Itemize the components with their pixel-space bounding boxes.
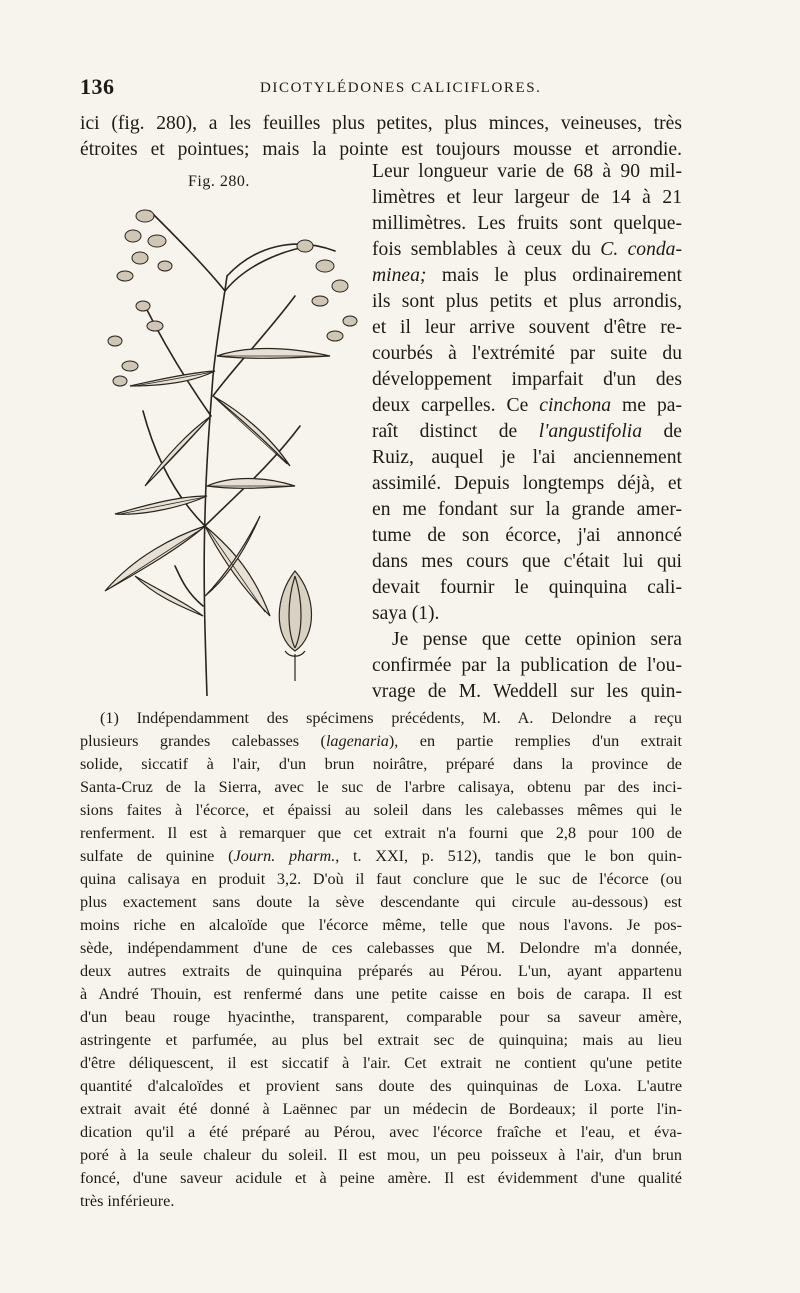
- body-line: confirmée par la publication de l'ou-: [372, 655, 682, 676]
- footnote-line: à André Thouin, est renfermé dans une petite caisse en bois de carapa. Il est: [80, 985, 682, 1003]
- body-line: courbés à l'extrémité par suite du: [372, 343, 682, 364]
- species-name: minea;: [372, 265, 427, 286]
- body-line: devait fournir le quinquina cali-: [372, 577, 682, 598]
- footnote-line: solide, siccatif à l'air, d'un brun noirâtre, préparé dans la province de: [80, 755, 682, 773]
- body-line: en me fondant sur la grande amer-: [372, 499, 682, 520]
- body-line: saya (1).: [372, 603, 440, 624]
- body-line: ici (fig. 280), a les feuilles plus petites, plus minces, veineuses, très: [80, 113, 682, 134]
- body-line: Leur longueur varie de 68 à 90 mil-: [372, 161, 682, 182]
- body-line: Ruiz, auquel je l'ai anciennement: [372, 447, 682, 468]
- species-name: C. conda-: [600, 239, 682, 260]
- footnote-line: d'être déliquescent, il est siccatif à l'air. Cet extrait ne contient qu'une petite: [80, 1054, 682, 1072]
- footnote-line: quantité d'alcaloïdes et provient sans doute des quinquinas de Loxa. L'autre: [80, 1077, 682, 1095]
- footnote-line: sions faites à l'écorce, et épaissi au soleil dans les calebasses mêmes qui le: [80, 801, 682, 819]
- footnote-line: (1) Indépendamment des spécimens précédents, M. A. Delondre a reçu: [100, 709, 682, 727]
- body-line: limètres et leur largeur de 14 à 21: [372, 187, 682, 208]
- body-line: millimètres. Les fruits sont quelque-: [372, 213, 682, 234]
- footnote-line: renferment. Il est à remarquer que cet extrait n'a fourni que 2,8 pour 100 de: [80, 824, 682, 842]
- footnote-line: quina calisaya en produit 3,2. D'où il faut conclure que le suc de l'écorce (ou: [80, 870, 682, 888]
- footnote-line: extrait avait été donné à Laënnec par un médecin de Bordeaux; il porte l'in-: [80, 1100, 682, 1118]
- footnote-line: moins riche en alcaloïde que l'écorce même, telle que nous l'avons. Je pos-: [80, 916, 682, 934]
- species-name: l'angustifolia: [538, 421, 643, 442]
- page-number: 136: [80, 74, 115, 99]
- body-line: raît distinct de l'angustifolia de: [372, 421, 682, 442]
- body-line: deux carpelles. Ce cinchona me pa-: [372, 395, 682, 416]
- footnote-line: plusieurs grandes calebasses (lagenaria), en partie remplies d'un extrait: [80, 732, 682, 750]
- footnote-line: sulfate de quinine (Journ. pharm., t. XXI, p. 512), tandis que le bon quin-: [80, 847, 682, 865]
- body-line: fois semblables à ceux du C. conda-: [372, 239, 682, 260]
- footnote-line: Santa-Cruz de la Sierra, avec le suc de l'arbre calisaya, obtenu par des inci-: [80, 778, 682, 796]
- footnote-line: dication qu'il a été préparé au Pérou, avec l'écorce fraîche et l'eau, et éva-: [80, 1123, 682, 1141]
- cinchona-branch-illustration: [95, 196, 365, 696]
- figure-caption: Fig. 280.: [188, 173, 250, 190]
- body-line: étroites et pointues; mais la pointe est toujours mousse et arrondie.: [80, 139, 682, 160]
- footnote-line: sède, indépendamment d'une de ces calebasses que M. Delondre m'a donnée,: [80, 939, 682, 957]
- body-line: minea; mais le plus ordinairement: [372, 265, 682, 286]
- body-line: ils sont plus petits et plus arrondis,: [372, 291, 682, 312]
- body-line: Je pense que cette opinion sera: [392, 629, 682, 650]
- body-line: assimilé. Depuis longtemps déjà, et: [372, 473, 682, 494]
- footnote-line: astringente et parfumée, au plus bel extrait sec de quinquina; mais au lieu: [80, 1031, 682, 1049]
- body-line: vrage de M. Weddell sur les quin-: [372, 681, 682, 702]
- footnote-line: foncé, d'une saveur acidule et à peine amère. Il est évidemment d'une qualité: [80, 1169, 682, 1187]
- body-line: et il leur arrive souvent d'être re-: [372, 317, 682, 338]
- body-line: développement imparfait d'un des: [372, 369, 682, 390]
- running-head: DICOTYLÉDONES CALICIFLORES.: [260, 80, 542, 96]
- footnote-line: poré à la seule chaleur du soleil. Il est mou, un peu poisseux à l'air, d'un brun: [80, 1146, 682, 1164]
- footnote-line: très inférieure.: [80, 1192, 175, 1210]
- footnote-line: plus exactement sans doute la sève descendante qui circule au-dessous) est: [80, 893, 682, 911]
- page-header: [80, 72, 682, 102]
- footnote-line: deux autres extraits de quinquina préparés au Pérou. L'un, ayant appartenu: [80, 962, 682, 980]
- footnote-line: d'un beau rouge hyacinthe, transparent, comparable pour sa saveur amère,: [80, 1008, 682, 1026]
- body-line: tume de son écorce, j'ai annoncé: [372, 525, 682, 546]
- genus-name: cinchona: [539, 395, 612, 416]
- body-line: dans mes cours que c'était lui qui: [372, 551, 682, 572]
